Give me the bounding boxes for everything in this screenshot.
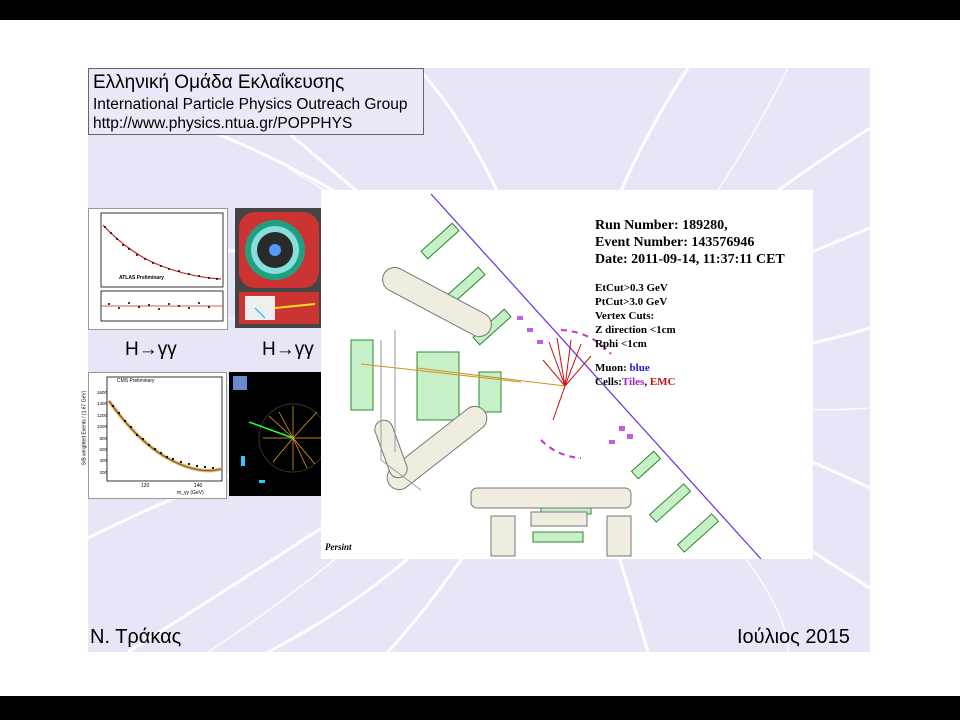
group-title-english: International Particle Physics Outreach Group [93,96,408,113]
z-direction-cut: Z direction <1cm [595,324,676,336]
event-date: Date: 2011-09-14, 11:37:11 CET [595,252,785,267]
cms-ytick: 800 [99,435,107,441]
cms-plot-xlabel: m_γγ (GeV) [177,490,204,496]
footer-date: Ιούλιος 2015 [737,626,850,648]
muon-legend-value: blue [629,362,650,374]
persint-logo: Persint [325,542,352,552]
group-title-greek: Ελληνική Ομάδα Εκλαΐκευσης [93,72,345,93]
footer-author: Ν. Τράκας [90,626,182,648]
cells-legend-tiles: Tiles [621,376,645,388]
cms-plot-ylabel: S/B weighted Events / (1.67 GeV) [81,390,88,466]
cells-legend [595,376,675,388]
cells-legend-separator: , [644,376,650,388]
cells-legend-prefix: Cells: [595,376,622,388]
cms-ytick: 200 [99,469,107,475]
event-display [321,190,813,559]
atlas-mass-plot [88,208,228,330]
etcut: EtCut>0.3 GeV [595,282,668,294]
cms-ytick: 600 [99,447,107,453]
cms-xtick: 140 [194,483,203,489]
muon-legend [595,362,650,374]
cms-ytick: 1000 [96,424,107,430]
cms-mass-plot [81,372,227,499]
atlas-detector-graphic [235,208,323,328]
cms-ytick: 400 [99,458,107,464]
slide [0,20,960,696]
title-box [88,68,424,135]
higgs-label-right: H→γγ [262,339,314,360]
run-number: Run Number: 189280, [595,218,728,233]
vertex-cuts: Vertex Cuts: [595,310,655,322]
cms-ytick: 1200 [96,412,107,418]
cms-detector-graphic [229,372,321,496]
muon-legend-prefix: Muon: [595,362,630,374]
cells-legend-emc: EMC [649,376,676,388]
cms-plot-graphic [89,373,226,498]
rphi-cut: Rphi <1cm [595,338,647,350]
atlas-plot-label: ATLAS Preliminary [119,275,164,281]
event-number: Event Number: 143576946 [595,235,755,250]
group-url: http://www.physics.ntua.gr/POPPHYS [93,115,353,132]
atlas-detector-view [235,208,323,328]
cms-plot-yticks [93,387,107,478]
cms-detector-view [229,372,321,496]
cms-ytick: 1600 [96,390,107,395]
atlas-plot-graphic [89,209,227,329]
cms-plot-title: CMS Preliminary [117,378,155,384]
ptcut: PtCut>3.0 GeV [595,296,668,308]
higgs-label-left: H→γγ [125,339,177,360]
cms-xtick: 120 [141,483,150,489]
cms-ytick: 1400 [96,401,107,407]
